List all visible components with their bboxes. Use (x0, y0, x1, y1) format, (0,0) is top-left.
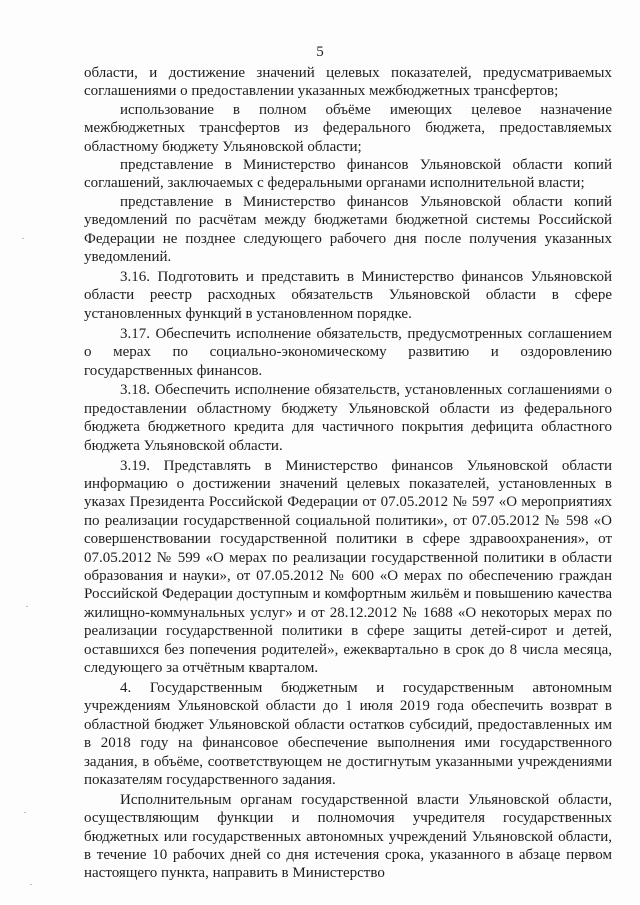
paragraph-continuation: области, и достижение значений целевых показателей, предусматриваемых соглашениями о предоставлении указанных межбюджетных трансфертов; (84, 65, 612, 100)
document-body (84, 64, 612, 883)
scan-speck (24, 812, 26, 813)
paragraph-3-17: 3.17. Обеспечить исполнение обязательств, предусмотренных соглашением о мерах по социально-экономическому развитию и оздоровлению государственных финансов. (84, 325, 612, 379)
page-number: 5 (316, 44, 324, 60)
scan-speck (22, 238, 24, 239)
paragraph-3-16: 3.16. Подготовить и представить в Министерство финансов Ульяновской области реестр расходных обязательств Ульяновской области в сфере установленных функций в установленном порядке. (84, 268, 612, 322)
paragraph-4: 4. Государственным бюджетным и государственным автономным учреждениям Ульяновской области до 1 июля 2019 года обеспечить возврат в областной бюджет Ульяновской области остатков субсидий, предоставленных им в 2018 году на финансовое обеспечение выполнения ими государственного задания, в объёме, соответствующем не достигнутым указанными учреждениями показателям государственного задания. (84, 679, 612, 788)
paragraph-4-executive-bodies: Исполнительным органам государственной власти Ульяновской области, осуществляющим функции и полномочия учредителя государственных бюджетных или государственных автономных учреждений Ульяновской области, в течение 10 рабочих дней со дня истечения срока, указанного в абзаце первом настоящего пункта, направить в Министерство (84, 791, 612, 882)
scan-speck (30, 884, 32, 885)
paragraph-agreements-copies: представление в Министерство финансов Ульяновской области копий соглашений, заключаемых с федеральными органами исполнительной власти; (84, 157, 612, 192)
paragraph-targeted-use: использование в полном объёме имеющих целевое назначение межбюджетных трансфертов из федерального бюджета, предоставляемых областному бюджету Ульяновской области; (84, 101, 612, 155)
paragraph-3-19: 3.19. Представлять в Министерство финансов Ульяновской области информацию о достижении значений целевых показателей, установленных в указах Президента Российской Федерации от 07.05.2012 № 597 «О мероприятиях по реализации государственной социальной политики», от 07.05.2012 № 598 «О совершенствовании государственной политики в сфере здравоохранения», от 07.05.2012 № 599 «О мерах по реализации государственной политики в области образования и науки», от 07.05.2012 № 600 «О мерах по обеспечению граждан Российской Федерации доступным и комфортным жильём и повышению качества жилищно-коммунальных услуг» и от 28.12.2012 № 1688 «О некоторых мерах по реализации государственной политики в сфере защиты детей-сирот и детей, оставшихся без попечения родителей», ежеквартально в срок до 8 числа месяца, следующего за отчётным кварталом. (84, 457, 612, 676)
scan-speck (26, 606, 28, 607)
paragraph-notifications-copies: представление в Министерство финансов Ульяновской области копий уведомлений по расчётам между бюджетами бюджетной системы Российской Федерации не позднее следующего рабочего дня после получения указанных уведомлений. (84, 193, 612, 266)
paragraph-3-18: 3.18. Обеспечить исполнение обязательств, установленных соглашениями о предоставлении областному бюджету Ульяновской области из федерального бюджета бюджетного кредита для частичного покрытия дефицита областного бюджета Ульяновской области. (84, 382, 612, 454)
